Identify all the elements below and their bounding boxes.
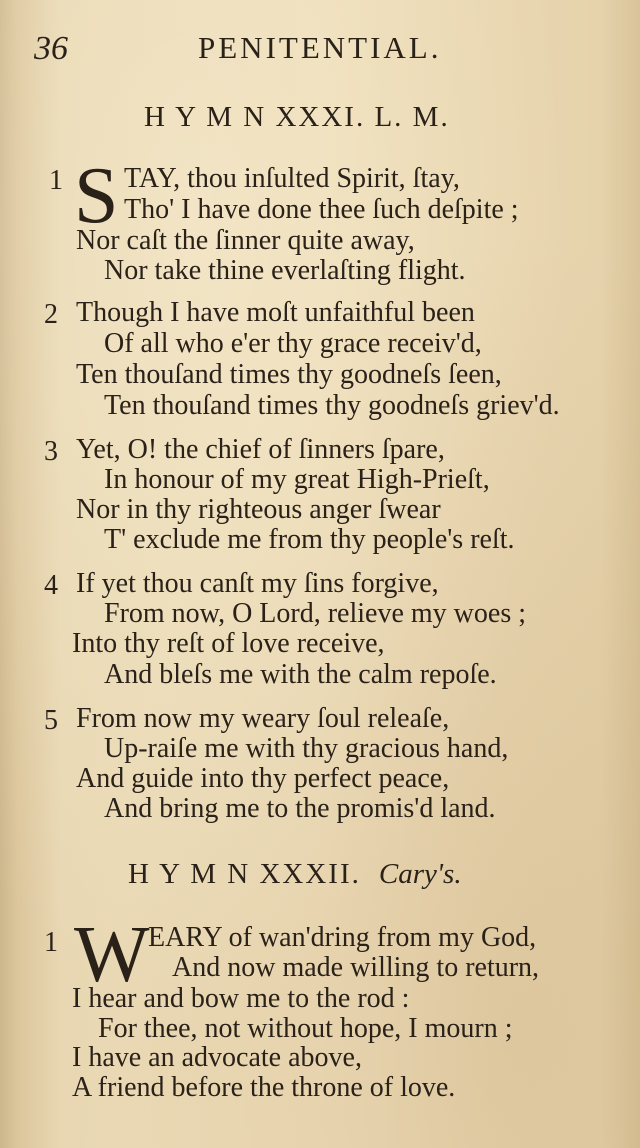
hymn-attribution: Cary's. bbox=[378, 858, 462, 890]
verse-line: In honour of my great High-Prieſt, bbox=[104, 464, 490, 495]
hymn-title: H Y M N XXXI. L. M. bbox=[144, 101, 450, 133]
verse-line: Nor take thine everlaſting flight. bbox=[104, 255, 466, 286]
running-head: PENITENTIAL. bbox=[198, 30, 442, 65]
verse-line: A friend before the throne of love. bbox=[72, 1072, 456, 1103]
verse-line: Into thy reſt of love receive, bbox=[72, 628, 385, 659]
verse-line: For thee, not without hope, I mourn ; bbox=[98, 1013, 513, 1044]
verse-line: Yet, O! the chief of ſinners ſpare, bbox=[76, 434, 445, 465]
verse-line: Tho' I have done thee ſuch deſpite ; bbox=[124, 194, 519, 225]
verse-line: From now, O Lord, relieve my woes ; bbox=[104, 598, 526, 629]
verse-line: If yet thou canſt my ſins forgive, bbox=[76, 568, 439, 599]
verse-line: Nor caſt the ſinner quite away, bbox=[76, 225, 415, 256]
drop-cap: S bbox=[74, 152, 119, 240]
page-number: 36 bbox=[34, 30, 68, 67]
verse-line: EARY of wan'dring from my God, bbox=[148, 922, 537, 953]
verse-line: Ten thouſand times thy goodneſs ſeen, bbox=[76, 359, 502, 390]
verse-line: Though I have moſt unfaithful been bbox=[76, 297, 475, 328]
verse-line: Up-raiſe me with thy gracious hand, bbox=[104, 733, 509, 764]
verse-line: TAY, thou inſulted Spirit, ſtay, bbox=[124, 163, 460, 194]
verse-line: And now made willing to return, bbox=[172, 952, 540, 983]
verse-line: I have an advocate above, bbox=[72, 1042, 362, 1073]
verse-line: And guide into thy perfect peace, bbox=[76, 763, 450, 794]
verse-number: 1 bbox=[49, 165, 63, 196]
verse-number: 4 bbox=[44, 570, 58, 601]
hymn-title bbox=[128, 858, 462, 891]
verse-number: 5 bbox=[44, 705, 58, 736]
verse-line: From now my weary ſoul releaſe, bbox=[76, 703, 450, 734]
verse-line: Ten thouſand times thy goodneſs griev'd. bbox=[104, 390, 560, 421]
verse-line: Of all who e'er thy grace receiv'd, bbox=[104, 328, 482, 359]
hymn-number: H Y M N XXXII. bbox=[128, 858, 361, 890]
verse-number: 3 bbox=[44, 436, 58, 467]
verse-line: And bring me to the promis'd land. bbox=[104, 793, 496, 824]
verse-line: Nor in thy righteous anger ſwear bbox=[76, 494, 441, 525]
verse-number: 2 bbox=[44, 299, 58, 330]
drop-cap: W bbox=[74, 911, 150, 999]
verse-number: 1 bbox=[44, 927, 58, 958]
verse-line: And bleſs me with the calm repoſe. bbox=[104, 659, 497, 690]
verse-line: T' exclude me from thy people's reſt. bbox=[104, 524, 515, 555]
verse-line: I hear and bow me to the rod : bbox=[72, 983, 410, 1014]
